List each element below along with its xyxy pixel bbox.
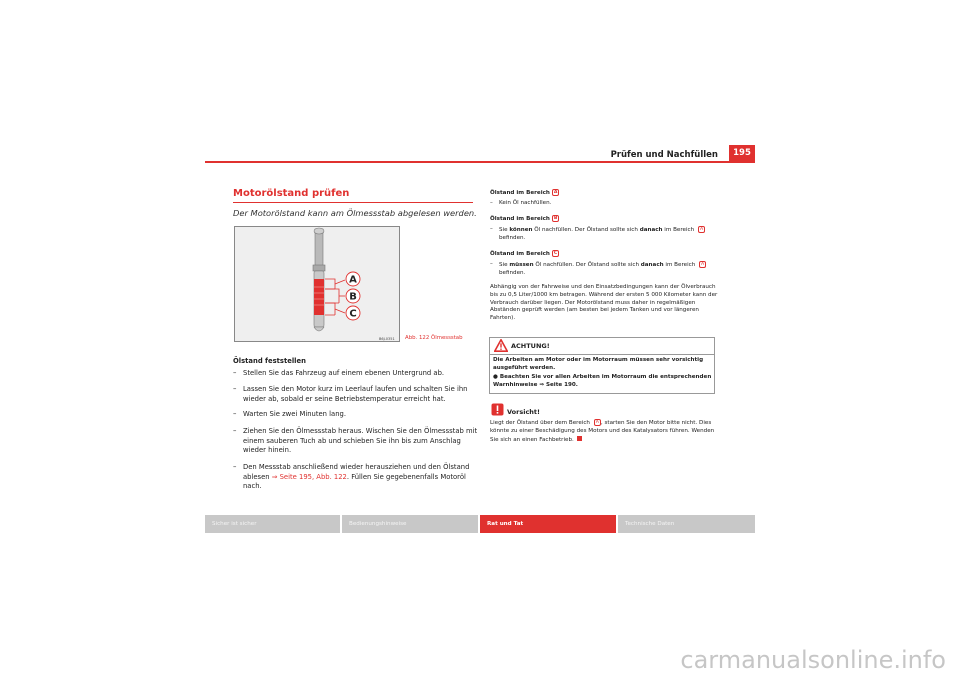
step-text: Ziehen Sie den Ölmessstab heraus. Wischen Sie den Ölmessstab mit einem sauberen Tuch ab und schieben Sie ihn bis zum Anschlag wieder hinein. — [243, 427, 478, 455]
list-item: – Kein Öl nachfüllen. — [490, 200, 720, 208]
range-badge: A — [699, 227, 704, 232]
range-heading-text: Ölstand im Bereich — [490, 216, 550, 222]
warning-text: Die Arbeiten am Motor oder im Motorraum müssen sehr vorsichtig ausgeführt werden. — [493, 357, 704, 371]
step-text: Lassen Sie den Motor kurz im Leerlauf laufen und schalten Sie ihn wieder ab, sobald er seine Betriebstemperatur erreicht hat. — [243, 385, 468, 403]
figure-code: B6J-0351 — [379, 337, 395, 341]
list-item: – Warten Sie zwei Minuten lang. — [233, 410, 481, 420]
warning-bullet-text: Beachten Sie vor allen Arbeiten im Motorraum die entsprechenden Warnhinweise ⇒ Seite 190. — [493, 374, 712, 388]
list-item: – Ziehen Sie den Ölmessstab heraus. Wischen Sie den Ölmessstab mit einem sauberen Tuch ab und schieben Sie ihn bis zum Anschlag wieder hinein. — [233, 427, 481, 456]
list-item: – Stellen Sie das Fahrzeug auf einem ebenen Untergrund ab. — [233, 369, 481, 379]
range-heading — [490, 189, 559, 198]
range-badge: A — [595, 420, 599, 425]
page-header-title: Prüfen und Nachfüllen — [610, 150, 718, 160]
list-item: – Lassen Sie den Motor kurz im Leerlauf laufen und schalten Sie ihn wieder ab, sobald er seine Betriebstemperatur erreicht hat. — [233, 385, 481, 404]
section-rule — [233, 202, 473, 203]
footer-tab-bedienung[interactable]: Bedienungshinweise — [342, 515, 478, 533]
bullet-icon: ● — [493, 374, 500, 380]
page-number: 195 — [729, 145, 755, 162]
dipstick-figure — [234, 226, 400, 342]
section-title: Motorölstand prüfen — [233, 188, 350, 199]
page-reference-link[interactable]: ⇒ Seite 195, Abb. 122 — [271, 472, 347, 481]
caution-text: Liegt der Ölstand über dem Bereich A , starten Sie den Motor bitte nicht. Dies könnte zu einer Beschädigung des Motors und des Katalysators führen. Wenden Sie sich an einen Fachbetrieb. — [490, 420, 715, 443]
consumption-paragraph: Abhängig von der Fahrweise und den Einsatzbedingungen kann der Ölverbrauch bis zu 0,5 Liter/1000 km betragen. Während der ersten 5 000 Kilometer kann der Verbrauch darüber liegen. Der Motorölstand muss daher in regelmäßigen Abständen geprüft werden (am besten bei jedem Tanken und vor längeren Fahrten). — [490, 284, 718, 322]
range-heading-text: Ölstand im Bereich — [490, 251, 550, 257]
warning-triangle-icon — [494, 339, 508, 352]
step-text: Stellen Sie das Fahrzeug auf einem ebenen Untergrund ab. — [243, 369, 445, 377]
footer-tab-technische-daten[interactable]: Technische Daten — [618, 515, 755, 533]
caution-title: Vorsicht! — [507, 408, 540, 416]
list-item: – Den Messstab anschließend wieder herausziehen und den Ölstand ablesen ⇒ Seite 195, Abb. 122. Füllen Sie gegebenenfalls Motoröl nach. — [233, 463, 481, 492]
section-lead: Der Motorölstand kann am Ölmessstab abgelesen werden. — [233, 208, 477, 218]
range-text: Kein Öl nachfüllen. — [499, 200, 552, 206]
step-text: . Füllen Sie gegebenenfalls Motoröl nach. — [243, 472, 466, 491]
list-item: – Sie können Öl nachfüllen. Der Ölstand sollte sich danach im Bereich A befinden. — [490, 226, 720, 243]
oil-check-heading: Ölstand feststellen — [233, 357, 306, 365]
warning-bullet — [493, 374, 713, 390]
range-heading — [490, 215, 559, 224]
figure-label-a: A — [349, 274, 357, 286]
footer-tab-rat-und-tat[interactable]: Rat und Tat — [480, 515, 616, 533]
footer-tab-sicher[interactable]: Sicher ist sicher — [205, 515, 340, 533]
figure-label-b: B — [349, 291, 357, 303]
figure-label-c: C — [349, 308, 357, 320]
header-rule — [205, 161, 755, 163]
range-badge: B — [553, 216, 558, 221]
range-badge: C — [553, 251, 558, 256]
list-item: – Sie müssen Öl nachfüllen. Der Ölstand sollte sich danach im Bereich A befinden. — [490, 261, 720, 278]
end-marker-icon — [577, 436, 582, 441]
step-text: Warten Sie zwei Minuten lang. — [243, 410, 346, 418]
range-text: Sie müssen Öl nachfüllen. Der Ölstand sollte sich danach im Bereich A befinden. — [499, 262, 705, 276]
figure-caption: Abb. 122 Ölmessstab — [405, 335, 463, 341]
range-heading — [490, 250, 559, 259]
range-heading-text: Ölstand im Bereich — [490, 190, 550, 196]
range-text: Sie können Öl nachfüllen. Der Ölstand sollte sich danach im Bereich A befinden. — [499, 227, 704, 241]
step-text-last — [243, 463, 481, 492]
dipstick-illustration — [235, 227, 399, 341]
caution-exclamation-icon — [491, 403, 504, 416]
warning-title: ACHTUNG! — [511, 342, 550, 350]
range-badge: A — [553, 190, 558, 195]
warning-divider — [489, 354, 715, 355]
watermark: carmanualsonline.info — [680, 646, 946, 674]
step-text: Den Messstab anschließend wieder herausziehen und den Ölstand ablesen — [243, 463, 470, 481]
range-badge: A — [701, 262, 705, 267]
